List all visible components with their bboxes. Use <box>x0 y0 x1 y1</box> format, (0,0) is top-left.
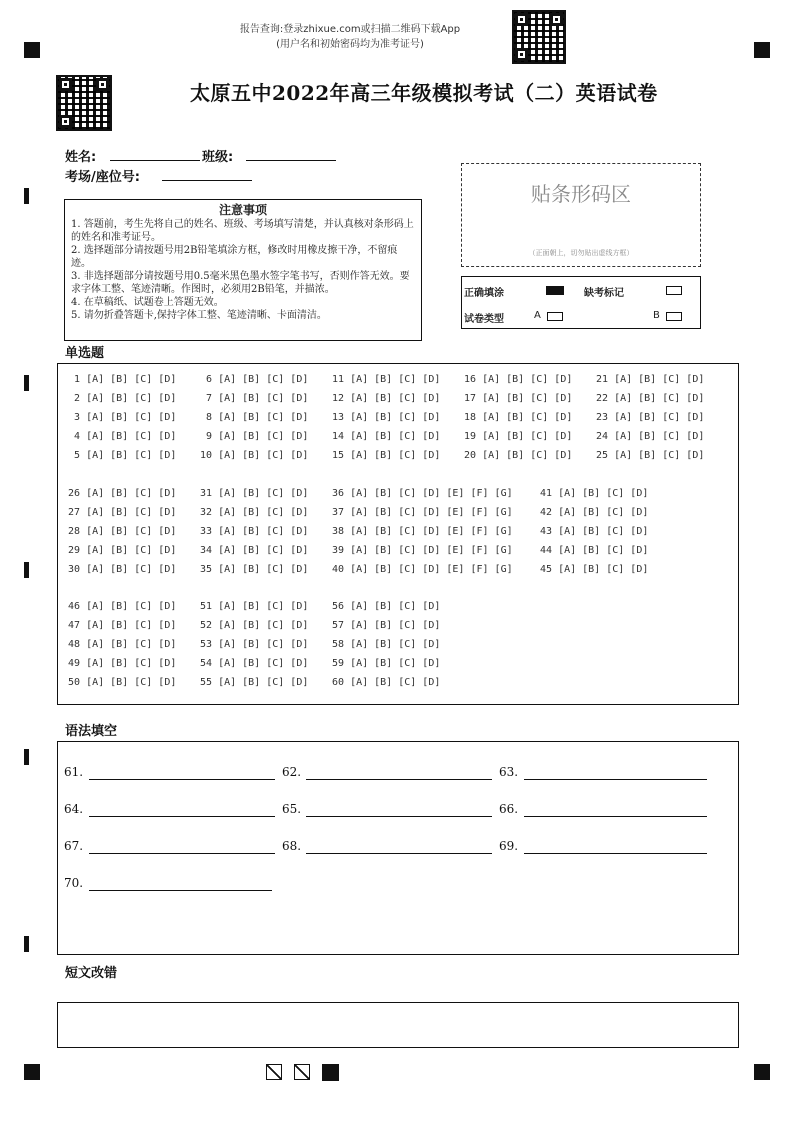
choice-question-32[interactable] <box>200 507 308 518</box>
question-number: 1 <box>68 374 87 385</box>
blank-line-69[interactable] <box>524 853 707 854</box>
answer-options[interactable]: [A] [B] [C] [D] <box>350 393 441 404</box>
question-number: 47 <box>68 620 87 631</box>
blank-line-67[interactable] <box>89 853 275 854</box>
question-number: 53 <box>200 639 219 650</box>
choice-question-58[interactable] <box>332 639 440 650</box>
type-a-label: A <box>534 310 541 321</box>
question-number: 40 <box>332 564 351 575</box>
choice-question-15[interactable] <box>332 450 440 461</box>
corner-mark-top-right <box>754 42 770 58</box>
answer-options[interactable]: [A] [B] [C] [D] <box>558 526 649 537</box>
question-number: 50 <box>68 677 87 688</box>
correction-frame[interactable] <box>57 1002 739 1048</box>
choice-question-18[interactable] <box>464 412 572 423</box>
barcode-title: 贴条形码区 <box>531 182 631 206</box>
type-b-label: B <box>653 310 660 321</box>
question-number: 42 <box>540 507 559 518</box>
answer-options[interactable]: [A] [B] [C] [D] <box>218 393 309 404</box>
answer-options[interactable]: [A] [B] [C] [D] [E] [F] [G] <box>350 507 513 518</box>
choice-question-23[interactable] <box>596 412 704 423</box>
choice-question-37[interactable] <box>332 507 513 518</box>
notice-title: 注意事项 <box>218 203 267 217</box>
blank-number: 67. <box>64 839 84 853</box>
question-number: 46 <box>68 601 87 612</box>
blank-line-66[interactable] <box>524 816 707 817</box>
choice-question-4[interactable] <box>68 431 176 442</box>
blank-number: 63. <box>499 765 519 779</box>
question-number: 15 <box>332 450 351 461</box>
question-number: 59 <box>332 658 351 669</box>
answer-options[interactable]: [A] [B] [C] [D] <box>86 639 177 650</box>
choice-question-41[interactable] <box>540 488 648 499</box>
question-number: 32 <box>200 507 219 518</box>
answer-options[interactable]: [A] [B] [C] [D] <box>350 639 441 650</box>
question-number: 4 <box>68 431 87 442</box>
question-number: 29 <box>68 545 87 556</box>
choice-question-22[interactable] <box>596 393 704 404</box>
timing-mark <box>24 375 29 391</box>
question-number: 8 <box>200 412 219 423</box>
hatched-marker <box>294 1064 310 1080</box>
answer-options[interactable]: [A] [B] [C] [D] <box>86 601 177 612</box>
choice-question-55[interactable] <box>200 677 308 688</box>
fill-legend <box>461 276 701 329</box>
answer-options[interactable]: [A] [B] [C] [D] <box>614 450 705 461</box>
choice-question-48[interactable] <box>68 639 176 650</box>
question-number: 6 <box>200 374 219 385</box>
notice-item: 3. 非选择题部分请按题号用0.5毫米黑色墨水签字笔书写，否则作答无效。要求字体工整、笔迹清晰。作图时，必须用2B铅笔，并描浓。 <box>71 271 410 295</box>
choice-question-42[interactable] <box>540 507 648 518</box>
question-number: 7 <box>200 393 219 404</box>
question-number: 12 <box>332 393 351 404</box>
room-seat-field[interactable] <box>162 180 252 181</box>
question-number: 35 <box>200 564 219 575</box>
question-number: 57 <box>332 620 351 631</box>
choice-question-52[interactable] <box>200 620 308 631</box>
question-number: 49 <box>68 658 87 669</box>
type-b-box[interactable] <box>666 312 682 321</box>
answer-options[interactable]: [A] [B] [C] [D] <box>86 677 177 688</box>
paper-type-label: 试卷类型 <box>464 314 504 325</box>
question-number: 56 <box>332 601 351 612</box>
choice-question-53[interactable] <box>200 639 308 650</box>
corner-mark-top-left <box>24 42 40 58</box>
question-number: 20 <box>464 450 483 461</box>
solid-marker <box>322 1064 339 1081</box>
question-number: 9 <box>200 431 219 442</box>
exam-title: 太原五中2022年高三年级模拟考试（二）英语试卷 <box>190 81 658 105</box>
answer-options[interactable]: [A] [B] [C] [D] <box>86 450 177 461</box>
absent-mark-label: 缺考标记 <box>584 288 624 299</box>
choice-question-34[interactable] <box>200 545 308 556</box>
notice-item: 1. 答题前，考生先将自己的姓名、班级、考场填写清楚，并认真核对条形码上的姓名和准考证号。 <box>71 219 414 243</box>
answer-options[interactable]: [A] [B] [C] [D] <box>218 639 309 650</box>
notice-item: 2. 选择题部分请按题号用2B铅笔填涂方框，修改时用橡皮擦干净，不留痕迹。 <box>71 245 398 269</box>
timing-mark <box>24 749 29 765</box>
question-number: 51 <box>200 601 219 612</box>
question-number: 23 <box>596 412 615 423</box>
choice-question-13[interactable] <box>332 412 440 423</box>
hatched-marker <box>266 1064 282 1080</box>
choice-question-57[interactable] <box>332 620 440 631</box>
answer-options[interactable]: [A] [B] [C] [D] <box>86 412 177 423</box>
blank-line-61[interactable] <box>89 779 275 780</box>
choice-question-10[interactable] <box>200 450 308 461</box>
blank-number: 70. <box>64 876 84 890</box>
timing-mark <box>24 188 29 204</box>
question-number: 27 <box>68 507 87 518</box>
correct-fill-sample <box>546 286 564 295</box>
barcode-area <box>461 163 701 267</box>
answer-options[interactable]: [A] [B] [C] [D] <box>86 545 177 556</box>
blank-line-63[interactable] <box>524 779 707 780</box>
answer-options[interactable]: [A] [B] [C] [D] <box>614 412 705 423</box>
blank-line-65[interactable] <box>306 816 492 817</box>
password-note: (用户名和初始密码均为准考证号) <box>276 39 424 50</box>
absent-mark-box[interactable] <box>666 286 682 295</box>
answer-options[interactable]: [A] [B] [C] [D] <box>218 601 309 612</box>
choice-question-16[interactable] <box>464 374 572 385</box>
answer-options[interactable]: [A] [B] [C] [D] [E] [F] [G] <box>350 545 513 556</box>
blank-line-70[interactable] <box>89 890 272 891</box>
choice-question-38[interactable] <box>332 526 513 537</box>
blank-number: 65. <box>282 802 302 816</box>
choice-question-35[interactable] <box>200 564 308 575</box>
answer-options[interactable]: [A] [B] [C] [D] <box>482 431 573 442</box>
question-number: 11 <box>332 374 351 385</box>
blank-number: 64. <box>64 802 84 816</box>
notice-box <box>64 199 422 341</box>
choice-question-60[interactable] <box>332 677 440 688</box>
choice-question-25[interactable] <box>596 450 704 461</box>
choice-question-6[interactable] <box>200 374 308 385</box>
question-number: 21 <box>596 374 615 385</box>
answer-options[interactable]: [A] [B] [C] [D] <box>558 564 649 575</box>
question-number: 52 <box>200 620 219 631</box>
answer-options[interactable]: [A] [B] [C] [D] <box>86 507 177 518</box>
choice-question-54[interactable] <box>200 658 308 669</box>
question-number: 10 <box>200 450 219 461</box>
answer-options[interactable]: [A] [B] [C] [D] <box>558 545 649 556</box>
answer-options[interactable]: [A] [B] [C] [D] <box>350 658 441 669</box>
choice-question-31[interactable] <box>200 488 308 499</box>
answer-options[interactable]: [A] [B] [C] [D] <box>614 393 705 404</box>
answer-options[interactable]: [A] [B] [C] [D] <box>558 507 649 518</box>
question-number: 3 <box>68 412 87 423</box>
choice-question-21[interactable] <box>596 374 704 385</box>
question-number: 36 <box>332 488 351 499</box>
question-number: 58 <box>332 639 351 650</box>
question-number: 28 <box>68 526 87 537</box>
header-note <box>190 22 510 52</box>
choice-question-24[interactable] <box>596 431 704 442</box>
answer-options[interactable]: [A] [B] [C] [D] <box>218 564 309 575</box>
room-seat-label: 考场/座位号: <box>65 170 140 185</box>
answer-options[interactable]: [A] [B] [C] [D] <box>218 431 309 442</box>
notice-item: 4. 在草稿纸、试题卷上答题无效。 <box>71 297 224 308</box>
blank-number: 61. <box>64 765 84 779</box>
question-number: 45 <box>540 564 559 575</box>
question-number: 37 <box>332 507 351 518</box>
report-query-note: 报告查询:登录zhixue.com或扫描二维码下载App <box>239 24 461 35</box>
name-field[interactable] <box>110 160 200 161</box>
choice-question-8[interactable] <box>200 412 308 423</box>
question-number: 24 <box>596 431 615 442</box>
corner-mark-bottom-right <box>754 1064 770 1080</box>
question-number: 25 <box>596 450 615 461</box>
choice-question-49[interactable] <box>68 658 176 669</box>
choice-question-5[interactable] <box>68 450 176 461</box>
answer-options[interactable]: [A] [B] [C] [D] <box>614 374 705 385</box>
answer-options[interactable]: [A] [B] [C] [D] <box>86 431 177 442</box>
answer-options[interactable]: [A] [B] [C] [D] <box>218 488 309 499</box>
answer-options[interactable]: [A] [B] [C] [D] <box>614 431 705 442</box>
blank-number: 68. <box>282 839 302 853</box>
answer-options[interactable]: [A] [B] [C] [D] <box>218 374 309 385</box>
question-number: 30 <box>68 564 87 575</box>
question-number: 60 <box>332 677 351 688</box>
choice-question-3[interactable] <box>68 412 176 423</box>
answer-options[interactable]: [A] [B] [C] [D] <box>218 526 309 537</box>
answer-options[interactable]: [A] [B] [C] [D] <box>86 488 177 499</box>
answer-options[interactable]: [A] [B] [C] [D] <box>482 374 573 385</box>
answer-options[interactable]: [A] [B] [C] [D] <box>86 526 177 537</box>
choice-question-7[interactable] <box>200 393 308 404</box>
choice-question-59[interactable] <box>332 658 440 669</box>
answer-options[interactable]: [A] [B] [C] [D] <box>218 412 309 423</box>
choice-question-40[interactable] <box>332 564 513 575</box>
answer-options[interactable]: [A] [B] [C] [D] [E] [F] [G] <box>350 488 513 499</box>
choice-question-26[interactable] <box>68 488 176 499</box>
question-number: 19 <box>464 431 483 442</box>
question-number: 16 <box>464 374 483 385</box>
answer-options[interactable]: [A] [B] [C] [D] <box>350 601 441 612</box>
question-number: 2 <box>68 393 87 404</box>
question-number: 34 <box>200 545 219 556</box>
blank-number: 69. <box>499 839 519 853</box>
answer-options[interactable]: [A] [B] [C] [D] <box>86 393 177 404</box>
choice-question-43[interactable] <box>540 526 648 537</box>
grammar-frame <box>57 741 739 955</box>
question-number: 41 <box>540 488 559 499</box>
class-label: 班级: <box>202 150 234 165</box>
choice-question-17[interactable] <box>464 393 572 404</box>
choice-question-1[interactable] <box>68 374 176 385</box>
choice-question-50[interactable] <box>68 677 176 688</box>
timing-mark <box>24 562 29 578</box>
type-a-box[interactable] <box>547 312 563 321</box>
answer-options[interactable]: [A] [B] [C] [D] [E] [F] [G] <box>350 564 513 575</box>
question-number: 17 <box>464 393 483 404</box>
question-number: 13 <box>332 412 351 423</box>
question-number: 33 <box>200 526 219 537</box>
choice-question-44[interactable] <box>540 545 648 556</box>
blank-line-64[interactable] <box>89 816 275 817</box>
name-label: 姓名: <box>65 150 97 165</box>
answer-options[interactable]: [A] [B] [C] [D] <box>86 620 177 631</box>
choice-question-2[interactable] <box>68 393 176 404</box>
answer-options[interactable]: [A] [B] [C] [D] <box>218 620 309 631</box>
choice-question-51[interactable] <box>200 601 308 612</box>
question-number: 43 <box>540 526 559 537</box>
question-number: 5 <box>68 450 87 461</box>
timing-mark <box>24 936 29 952</box>
choice-question-11[interactable] <box>332 374 440 385</box>
blank-line-68[interactable] <box>306 853 492 854</box>
answer-options[interactable]: [A] [B] [C] [D] <box>350 412 441 423</box>
choice-question-36[interactable] <box>332 488 513 499</box>
choice-question-9[interactable] <box>200 431 308 442</box>
answer-options[interactable]: [A] [B] [C] [D] <box>218 450 309 461</box>
qr-code-top <box>512 10 566 64</box>
choice-question-14[interactable] <box>332 431 440 442</box>
corner-mark-bottom-left <box>24 1064 40 1080</box>
answer-options[interactable]: [A] [B] [C] [D] <box>482 393 573 404</box>
answer-options[interactable]: [A] [B] [C] [D] <box>86 658 177 669</box>
answer-options[interactable]: [A] [B] [C] [D] <box>86 374 177 385</box>
class-field[interactable] <box>246 160 336 161</box>
answer-options[interactable]: [A] [B] [C] [D] <box>218 507 309 518</box>
choice-question-28[interactable] <box>68 526 176 537</box>
question-number: 22 <box>596 393 615 404</box>
choice-question-56[interactable] <box>332 601 440 612</box>
answer-options[interactable]: [A] [B] [C] [D] [E] [F] [G] <box>350 526 513 537</box>
answer-options[interactable]: [A] [B] [C] [D] <box>350 431 441 442</box>
answer-options[interactable]: [A] [B] [C] [D] <box>482 412 573 423</box>
answer-options[interactable]: [A] [B] [C] [D] <box>86 564 177 575</box>
grammar-heading: 语法填空 <box>65 724 118 739</box>
blank-line-62[interactable] <box>306 779 492 780</box>
choice-question-39[interactable] <box>332 545 513 556</box>
notice-item: 5. 请勿折叠答题卡,保持字体工整、笔迹清晰、卡面清洁。 <box>71 310 327 321</box>
qr-code-left <box>56 75 112 131</box>
choice-question-29[interactable] <box>68 545 176 556</box>
question-number: 48 <box>68 639 87 650</box>
choice-question-27[interactable] <box>68 507 176 518</box>
question-number: 31 <box>200 488 219 499</box>
question-number: 44 <box>540 545 559 556</box>
blank-number: 62. <box>282 765 302 779</box>
answer-options[interactable]: [A] [B] [C] [D] <box>218 658 309 669</box>
question-number: 14 <box>332 431 351 442</box>
choice-question-33[interactable] <box>200 526 308 537</box>
answer-options[interactable]: [A] [B] [C] [D] <box>218 545 309 556</box>
choice-question-20[interactable] <box>464 450 572 461</box>
blank-number: 66. <box>499 802 519 816</box>
correction-heading: 短文改错 <box>65 966 118 981</box>
choice-question-12[interactable] <box>332 393 440 404</box>
question-number: 54 <box>200 658 219 669</box>
choice-question-45[interactable] <box>540 564 648 575</box>
question-number: 55 <box>200 677 219 688</box>
answer-options[interactable]: [A] [B] [C] [D] <box>350 374 441 385</box>
answer-options[interactable]: [A] [B] [C] [D] <box>558 488 649 499</box>
question-number: 18 <box>464 412 483 423</box>
answer-options[interactable]: [A] [B] [C] [D] <box>350 620 441 631</box>
question-number: 38 <box>332 526 351 537</box>
answer-options[interactable]: [A] [B] [C] [D] <box>350 450 441 461</box>
answer-options[interactable]: [A] [B] [C] [D] <box>218 677 309 688</box>
answer-options[interactable]: [A] [B] [C] [D] <box>350 677 441 688</box>
choice-question-30[interactable] <box>68 564 176 575</box>
question-number: 26 <box>68 488 87 499</box>
choice-question-47[interactable] <box>68 620 176 631</box>
single-choice-heading: 单选题 <box>65 346 105 361</box>
answer-options[interactable]: [A] [B] [C] [D] <box>482 450 573 461</box>
choice-question-19[interactable] <box>464 431 572 442</box>
correct-fill-label: 正确填涂 <box>464 288 504 299</box>
barcode-subtitle: （正面朝上，切勿贴出虚线方框） <box>528 249 634 257</box>
choice-question-46[interactable] <box>68 601 176 612</box>
question-number: 39 <box>332 545 351 556</box>
